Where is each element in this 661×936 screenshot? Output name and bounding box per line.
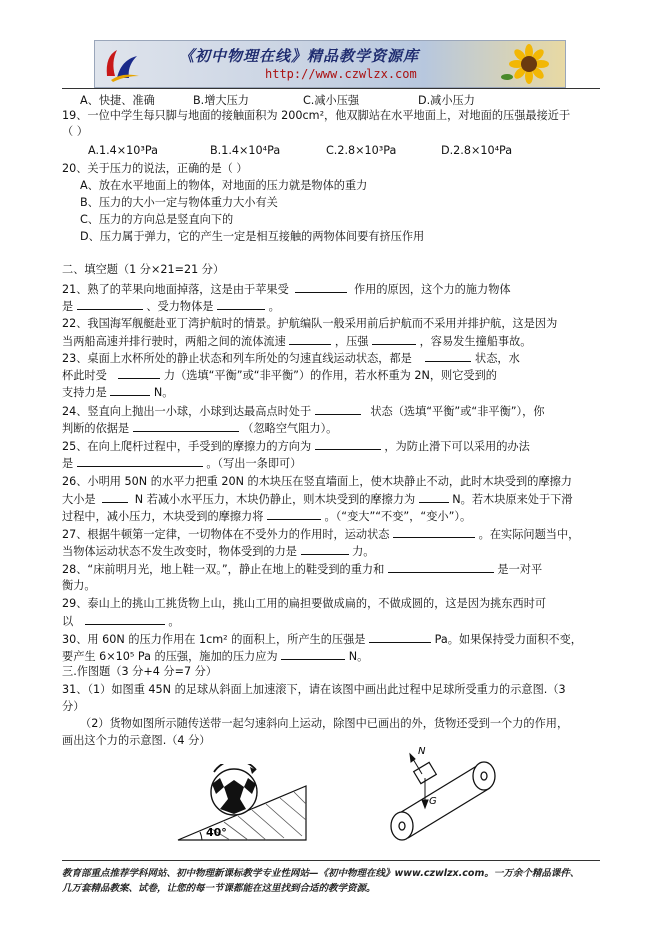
header-url[interactable]: http://www.czwlzx.com — [265, 67, 417, 81]
q23-line2: 杯此时受 力（选填“平衡”或“非平衡”）的作用，若水杯重为 2N，则它受到的 — [62, 369, 497, 382]
q25-line1: 25、在向上爬杆过程中，手受到的摩擦力的方向为 ，为防止滑下可以采用的办法 — [62, 440, 530, 453]
q18-option-d: D.减小压力 — [418, 94, 475, 107]
q19-option-b: B.1.4×10⁴Pa — [210, 144, 281, 157]
section2-heading: 二、填空题（1 分×21=21 分） — [62, 263, 225, 276]
footer-line-2: 几万套精品教案、试卷，让您的每一节课都能在这里找到合适的教学资源。 — [62, 883, 376, 894]
q20-stem: 20、关于压力的说法，正确的是（ ） — [62, 162, 248, 175]
q20-option-b: B、压力的大小一定与物体重力大小有关 — [80, 196, 278, 209]
q31b-line2: 画出这个力的示意图.（4 分） — [62, 734, 211, 747]
q21-line2: 是 、受力物体是 。 — [62, 300, 280, 313]
footer-rule — [62, 860, 600, 861]
q21-blank-2[interactable] — [77, 298, 143, 310]
site-logo-icon — [103, 46, 141, 82]
sunflower-icon — [499, 43, 559, 85]
q19-paren: （ ） — [62, 125, 88, 138]
q29-line2: 以 。 — [62, 615, 180, 628]
conveyor-belt-figure — [380, 742, 498, 842]
q28-line2: 衡力。 — [62, 579, 96, 592]
footer-line-1: 教育部重点推荐学科网站、初中物理新课标教学专业性网站—《初中物理在线》www.czwlzx.com。一万余个精品课件、 — [62, 868, 580, 879]
q30-line1: 30、用 60N 的压力作用在 1cm² 的面积上，所产生的压强是 Pa。如果保持受力面积不变， — [62, 633, 582, 646]
q27-line2: 当物体运动状态不发生改变时，物体受到的力是 力。 — [62, 545, 375, 558]
q25-line2: 是 。（写出一条即可） — [62, 457, 302, 470]
q27-blank-1[interactable] — [393, 526, 475, 538]
q26-line3: 过程中，减小压力，木块受到的摩擦力将 。（“变大”“不变”，“变小”）。 — [62, 510, 472, 523]
q26-blank-1[interactable] — [102, 491, 128, 503]
q21-blank-1[interactable] — [295, 281, 347, 293]
q18-option-c: C.减小压强 — [303, 94, 360, 107]
section3-heading: 三.作图题（3 分+4 分=7 分） — [62, 665, 218, 678]
q19-option-d: D.2.8×10⁴Pa — [441, 144, 513, 157]
header-rule — [62, 88, 600, 89]
q23-line3: 支持力是 N。 — [62, 386, 174, 399]
q26-line1: 26、小明用 50N 的水平力把重 20N 的木块压在竖直墙面上，使木块静止不动，此时木块受到的摩擦力 — [62, 475, 572, 488]
incline-angle-label: 40° — [206, 826, 227, 839]
q21-blank-3[interactable] — [217, 298, 265, 310]
q20-option-d: D、压力属于弹力，它的产生一定是相互接触的两物体间要有挤压作用 — [80, 230, 425, 243]
gravity-label: G — [429, 796, 437, 807]
q30-blank-2[interactable] — [281, 648, 345, 660]
q28-blank-1[interactable] — [388, 561, 494, 573]
q20-option-c: C、压力的方向总是竖直向下的 — [80, 213, 234, 226]
soccer-ball-icon — [211, 764, 257, 815]
header-title: 《初中物理在线》精品教学资源库 — [179, 47, 420, 65]
q30-blank-1[interactable] — [369, 631, 431, 643]
q28-line1: 28、“床前明月光，地上鞋一双。”，静止在地上的鞋受到的重力和 是一对平 — [62, 563, 543, 576]
q22-blank-2[interactable] — [372, 333, 416, 345]
q23-blank-3[interactable] — [110, 384, 150, 396]
q31a-line1: 31、（1）如图重 45N 的足球从斜面上加速滚下，请在该图中画出此过程中足球所受重力的示意图.（3 — [62, 683, 566, 696]
q18-option-b: B.增大压力 — [193, 94, 249, 107]
q24-blank-1[interactable] — [315, 403, 361, 415]
q26-blank-2[interactable] — [419, 491, 449, 503]
q24-line1: 24、竖直向上抛出一小球，小球到达最高点时处于 状态（选填“平衡”或“非平衡”），你 — [62, 405, 545, 418]
q27-blank-2[interactable] — [301, 543, 349, 555]
normal-force-label: N — [418, 746, 426, 757]
q26-blank-3[interactable] — [267, 508, 321, 520]
q31a-line2: 分） — [62, 700, 85, 713]
q22-blank-1[interactable] — [289, 333, 331, 345]
q19-option-a: A.1.4×10³Pa — [88, 144, 158, 157]
q24-blank-2[interactable] — [133, 420, 239, 432]
q23-line1: 23、桌面上水杯所处的静止状态和列车所处的匀速直线运动状态，都是 状态，水 — [62, 352, 520, 365]
q18-option-a: A、快捷、准确 — [80, 94, 155, 107]
q21-line1: 21、熟了的苹果向地面掉落，这是由于苹果受 作用的原因，这个力的施力物体 — [62, 283, 511, 296]
q29-line1: 29、泰山上的挑山工挑货物上山，挑山工用的扁担要做成扁的，不做成圆的，这是因为挑东西时可 — [62, 597, 547, 610]
q23-blank-1[interactable] — [425, 350, 471, 362]
q30-line2: 要产生 6×10⁵ Pa 的压强，施加的压力应为 N。 — [62, 650, 369, 663]
q19-option-c: C.2.8×10³Pa — [326, 144, 397, 157]
q25-blank-2[interactable] — [77, 455, 203, 467]
header-banner — [94, 40, 566, 88]
q27-line1: 27、根据牛顿第一定律，一切物体在不受外力的作用时，运动状态 。在实际问题当中， — [62, 528, 580, 541]
q19-stem: 19、一位中学生每只脚与地面的接触面积为 200cm²，他双脚站在水平地面上，对地面的压强最接近于 — [62, 109, 571, 122]
conveyor-belt — [391, 762, 495, 840]
q31b-line1: （2）货物如图所示随传送带一起匀速斜向上运动，除图中已画出的外，货物还受到一个力的作用， — [80, 717, 569, 730]
q23-blank-2[interactable] — [118, 367, 160, 379]
q25-blank-1[interactable] — [315, 438, 381, 450]
q20-option-a: A、放在水平地面上的物体，对地面的压力就是物体的重力 — [80, 179, 368, 192]
q24-line2: 判断的依据是 （忽略空气阻力）。 — [62, 422, 338, 435]
q26-line2: 大小是 N 若减小水平压力，木块仍静止，则木块受到的摩擦力为 N。若木块原来处于下滑 — [62, 493, 573, 506]
footer-note — [62, 866, 602, 896]
incline-ball-figure — [176, 764, 326, 846]
q29-blank-1[interactable] — [85, 613, 165, 625]
q22-line1: 22、我国海军舰艇赴亚丁湾护航时的情景。护航编队一般采用前后护航而不采用并排护航，这是因为 — [62, 317, 558, 330]
q22-line2: 当两船高速并排行驶时，两船之间的流体流速 ，压强 ，容易发生撞船事故。 — [62, 335, 532, 348]
